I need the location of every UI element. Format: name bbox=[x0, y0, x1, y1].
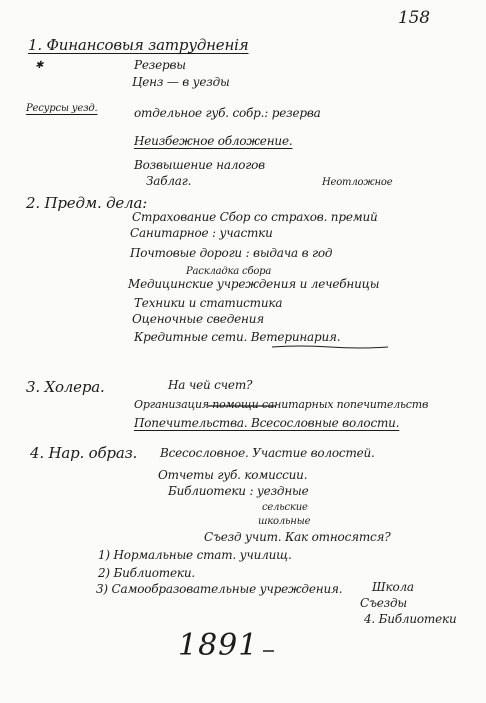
section-4-line-f: Съезд учит. Как относятся? bbox=[204, 530, 391, 544]
section-2-line-d: Раскладка сбора bbox=[186, 266, 272, 277]
section-1-line-c: отдельное губ. собр.: резерва bbox=[134, 106, 321, 120]
section-2-underline bbox=[270, 344, 390, 350]
section-1-line-b: Ценз — в уезды bbox=[132, 75, 230, 89]
section-3-strike bbox=[206, 402, 278, 410]
section-4-line-e: школьные bbox=[258, 516, 311, 527]
section-1-line-e: Возвышение налогов bbox=[134, 158, 265, 172]
year-dash bbox=[262, 648, 276, 654]
year-signature: 1891 bbox=[178, 628, 259, 663]
section-2-line-h: Кредитные сети. Ветеринария. bbox=[134, 330, 341, 344]
section-1-line-a: Резервы bbox=[134, 58, 186, 72]
section-4-side-2: Съезды bbox=[360, 596, 408, 610]
section-1-margin-note: Ресурсы уезд. bbox=[26, 103, 98, 114]
section-2-line-b: Санитарное : участки bbox=[130, 226, 273, 240]
section-4-list-3: 3) Самообразовательные учреждения. bbox=[96, 582, 343, 596]
section-4-list-2: 2) Библиотеки. bbox=[98, 566, 195, 580]
section-2-line-a: Страхование Сбор со страхов. премий bbox=[132, 210, 378, 224]
section-4-line-d: сельские bbox=[262, 502, 308, 513]
section-1-title: 1. Финансовыя затрудненія bbox=[28, 36, 249, 54]
section-4-line-c: Библиотеки : уездные bbox=[168, 484, 309, 498]
section-4-list-1: 1) Нормальные стат. училищ. bbox=[98, 548, 292, 562]
section-1-line-f: Заблаг. bbox=[146, 174, 192, 188]
section-4-side-3: 4. Библиотеки bbox=[364, 612, 457, 626]
page-number: 158 bbox=[398, 8, 430, 28]
section-1-line-g: Неотложное bbox=[322, 177, 393, 188]
section-3-line-a: На чей счет? bbox=[168, 378, 253, 392]
section-2-title: 2. Предм. дела: bbox=[26, 194, 148, 212]
section-2-line-f: Техники и статистика bbox=[134, 296, 283, 310]
section-4-line-a: Всесословное. Участие волостей. bbox=[160, 446, 375, 460]
section-2-line-g: Оценочные сведения bbox=[132, 312, 264, 326]
section-4-line-b: Отчеты губ. комиссии. bbox=[158, 468, 308, 482]
section-3-line-c: Попечительства. Всесословные волости. bbox=[134, 416, 400, 430]
section-4-title: 4. Нар. образ. bbox=[30, 444, 138, 462]
section-2-line-c: Почтовые дороги : выдача в год bbox=[130, 246, 333, 260]
section-1-line-d: Неизбежное обложение. bbox=[134, 134, 293, 148]
margin-mark: ✱ bbox=[35, 60, 44, 71]
section-3-line-b: Организация помощи санитарных попечительств bbox=[134, 398, 429, 411]
section-3-title: 3. Холера. bbox=[26, 378, 105, 396]
section-4-side-1: Школа bbox=[372, 580, 414, 594]
section-2-line-e: Медицинские учреждения и лечебницы bbox=[128, 277, 380, 291]
